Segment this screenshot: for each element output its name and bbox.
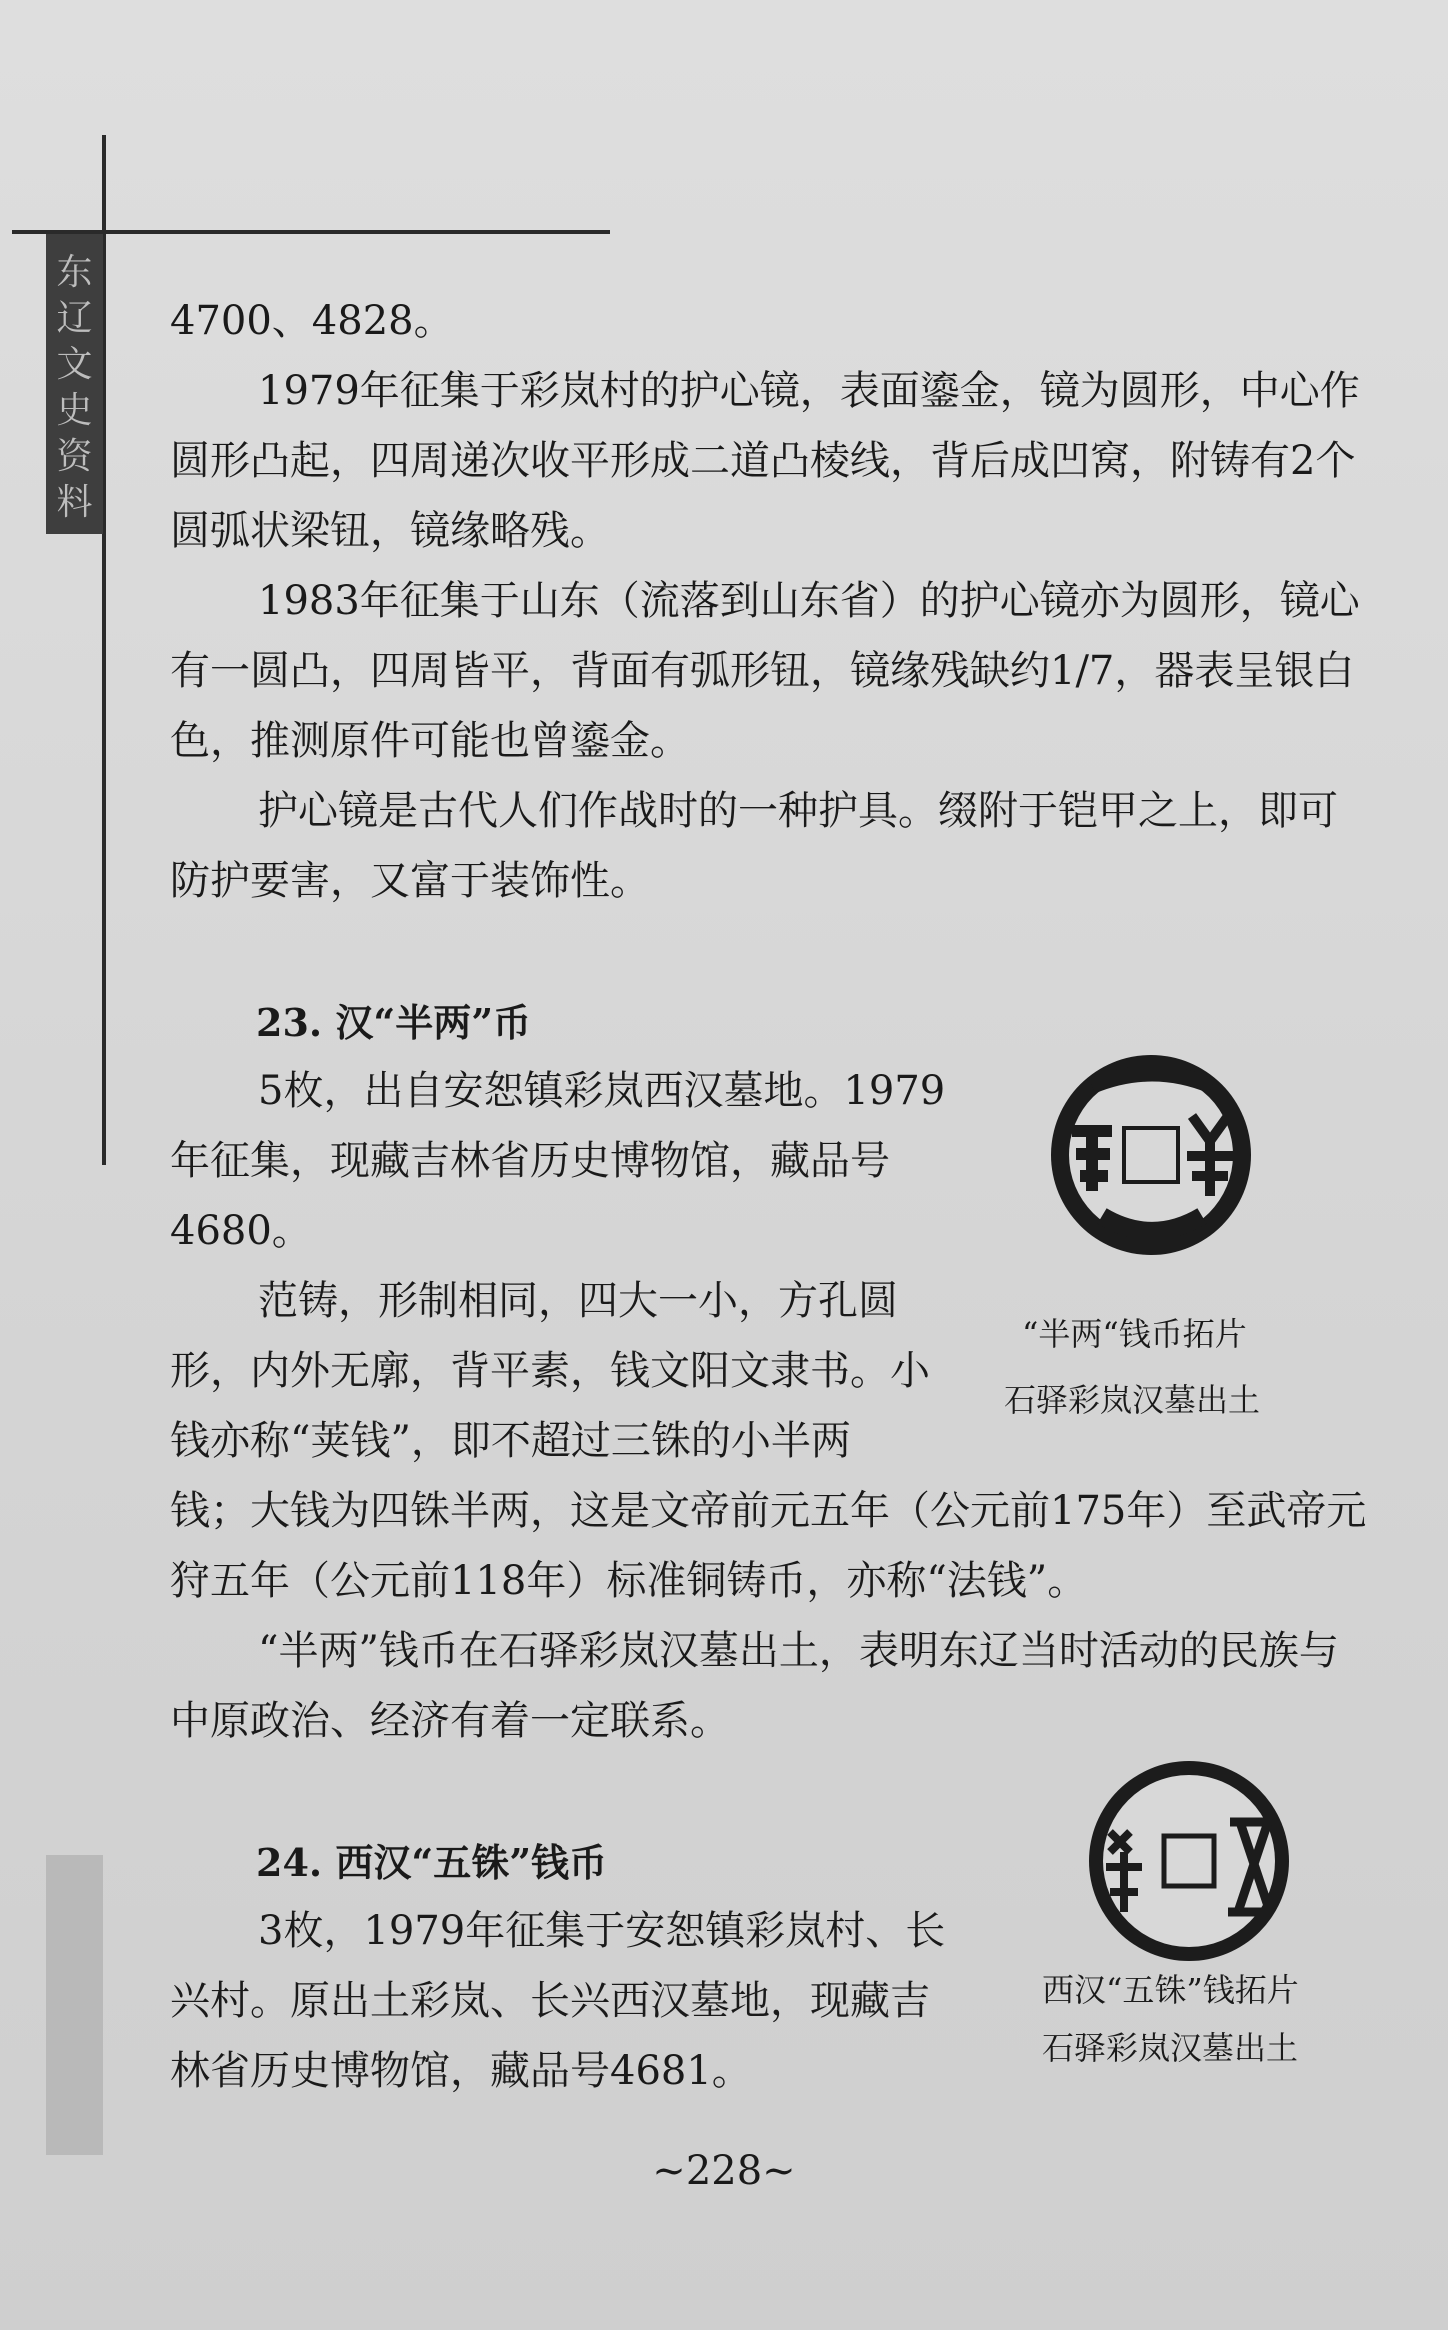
wuzhu-caption-line2: 石驿彩岚汉墓出土 [1042, 2029, 1299, 2067]
page-number: ~228~ [652, 2148, 796, 2194]
side-tab-char: 东 [56, 252, 93, 293]
wuzhu-coin-rubbing [1080, 1752, 1298, 1970]
paragraph-banliang-provenance: 5枚，出自安恕镇彩岚西汉墓地。1979年征集，现藏吉林省历史博物馆，藏品号4680。 [170, 1068, 946, 1254]
paragraph-banliang-description-cont: 钱；大钱为四铢半两，这是文帝前元五年（公元前175年）至武帝元狩五年（公元前118年）标准铜铸币，亦称“法钱”。 [170, 1488, 1367, 1604]
wuzhu-caption-line1: 西汉“五铢”钱拓片 [1042, 1971, 1299, 2009]
side-tab-title [52, 250, 97, 526]
banliang-caption-line2: 石驿彩岚汉墓出土 [1004, 1381, 1261, 1419]
paragraph-banliang-description: 范铸，形制相同，四大一小，方孔圆形，内外无廓，背平素，钱文阳文隶书。小钱亦称“荚钱”，即不超过三铢的小半两 [170, 1278, 930, 1464]
paragraph-mirror-1983: 1983年征集于山东（流落到山东省）的护心镜亦为圆形，镜心有一圆凸，四周皆平，背面有弧形钮，镜缘残缺约1/7，器表呈银白色，推测原件可能也曾鎏金。 [170, 578, 1360, 764]
section-heading-23: 23. 汉“半两”币 [256, 1000, 532, 1045]
side-tab-char: 文 [56, 344, 93, 385]
paragraph-continued: 4700、4828。 [170, 298, 454, 344]
paragraph-wuzhu-provenance: 3枚，1979年征集于安恕镇彩岚村、长兴村。原出土彩岚、长兴西汉墓地，现藏吉林省历史博物馆，藏品号4681。 [170, 1908, 946, 2094]
banliang-coin-rubbing [1042, 1046, 1260, 1264]
side-strip [46, 1855, 103, 2155]
side-tab-char: 料 [56, 482, 93, 523]
side-tab-char: 辽 [56, 298, 93, 339]
side-tab-char: 资 [56, 436, 93, 477]
banliang-caption-line1: “半两“钱币拓片 [1022, 1315, 1247, 1353]
side-tab-char: 史 [56, 390, 93, 431]
paragraph-banliang-significance: “半两”钱币在石驿彩岚汉墓出土，表明东辽当时活动的民族与中原政治、经济有着一定联系。 [170, 1628, 1339, 1744]
paragraph-mirror-1979: 1979年征集于彩岚村的护心镜，表面鎏金，镜为圆形，中心作圆形凸起，四周递次收平形成二道凸棱线，背后成凹窝，附铸有2个圆弧状梁钮，镜缘略残。 [170, 368, 1360, 554]
section-heading-24: 24. 西汉“五铢”钱币 [256, 1840, 608, 1885]
paragraph-mirror-purpose: 护心镜是古代人们作战时的一种护具。缀附于铠甲之上，即可防护要害，又富于装饰性。 [170, 788, 1338, 904]
